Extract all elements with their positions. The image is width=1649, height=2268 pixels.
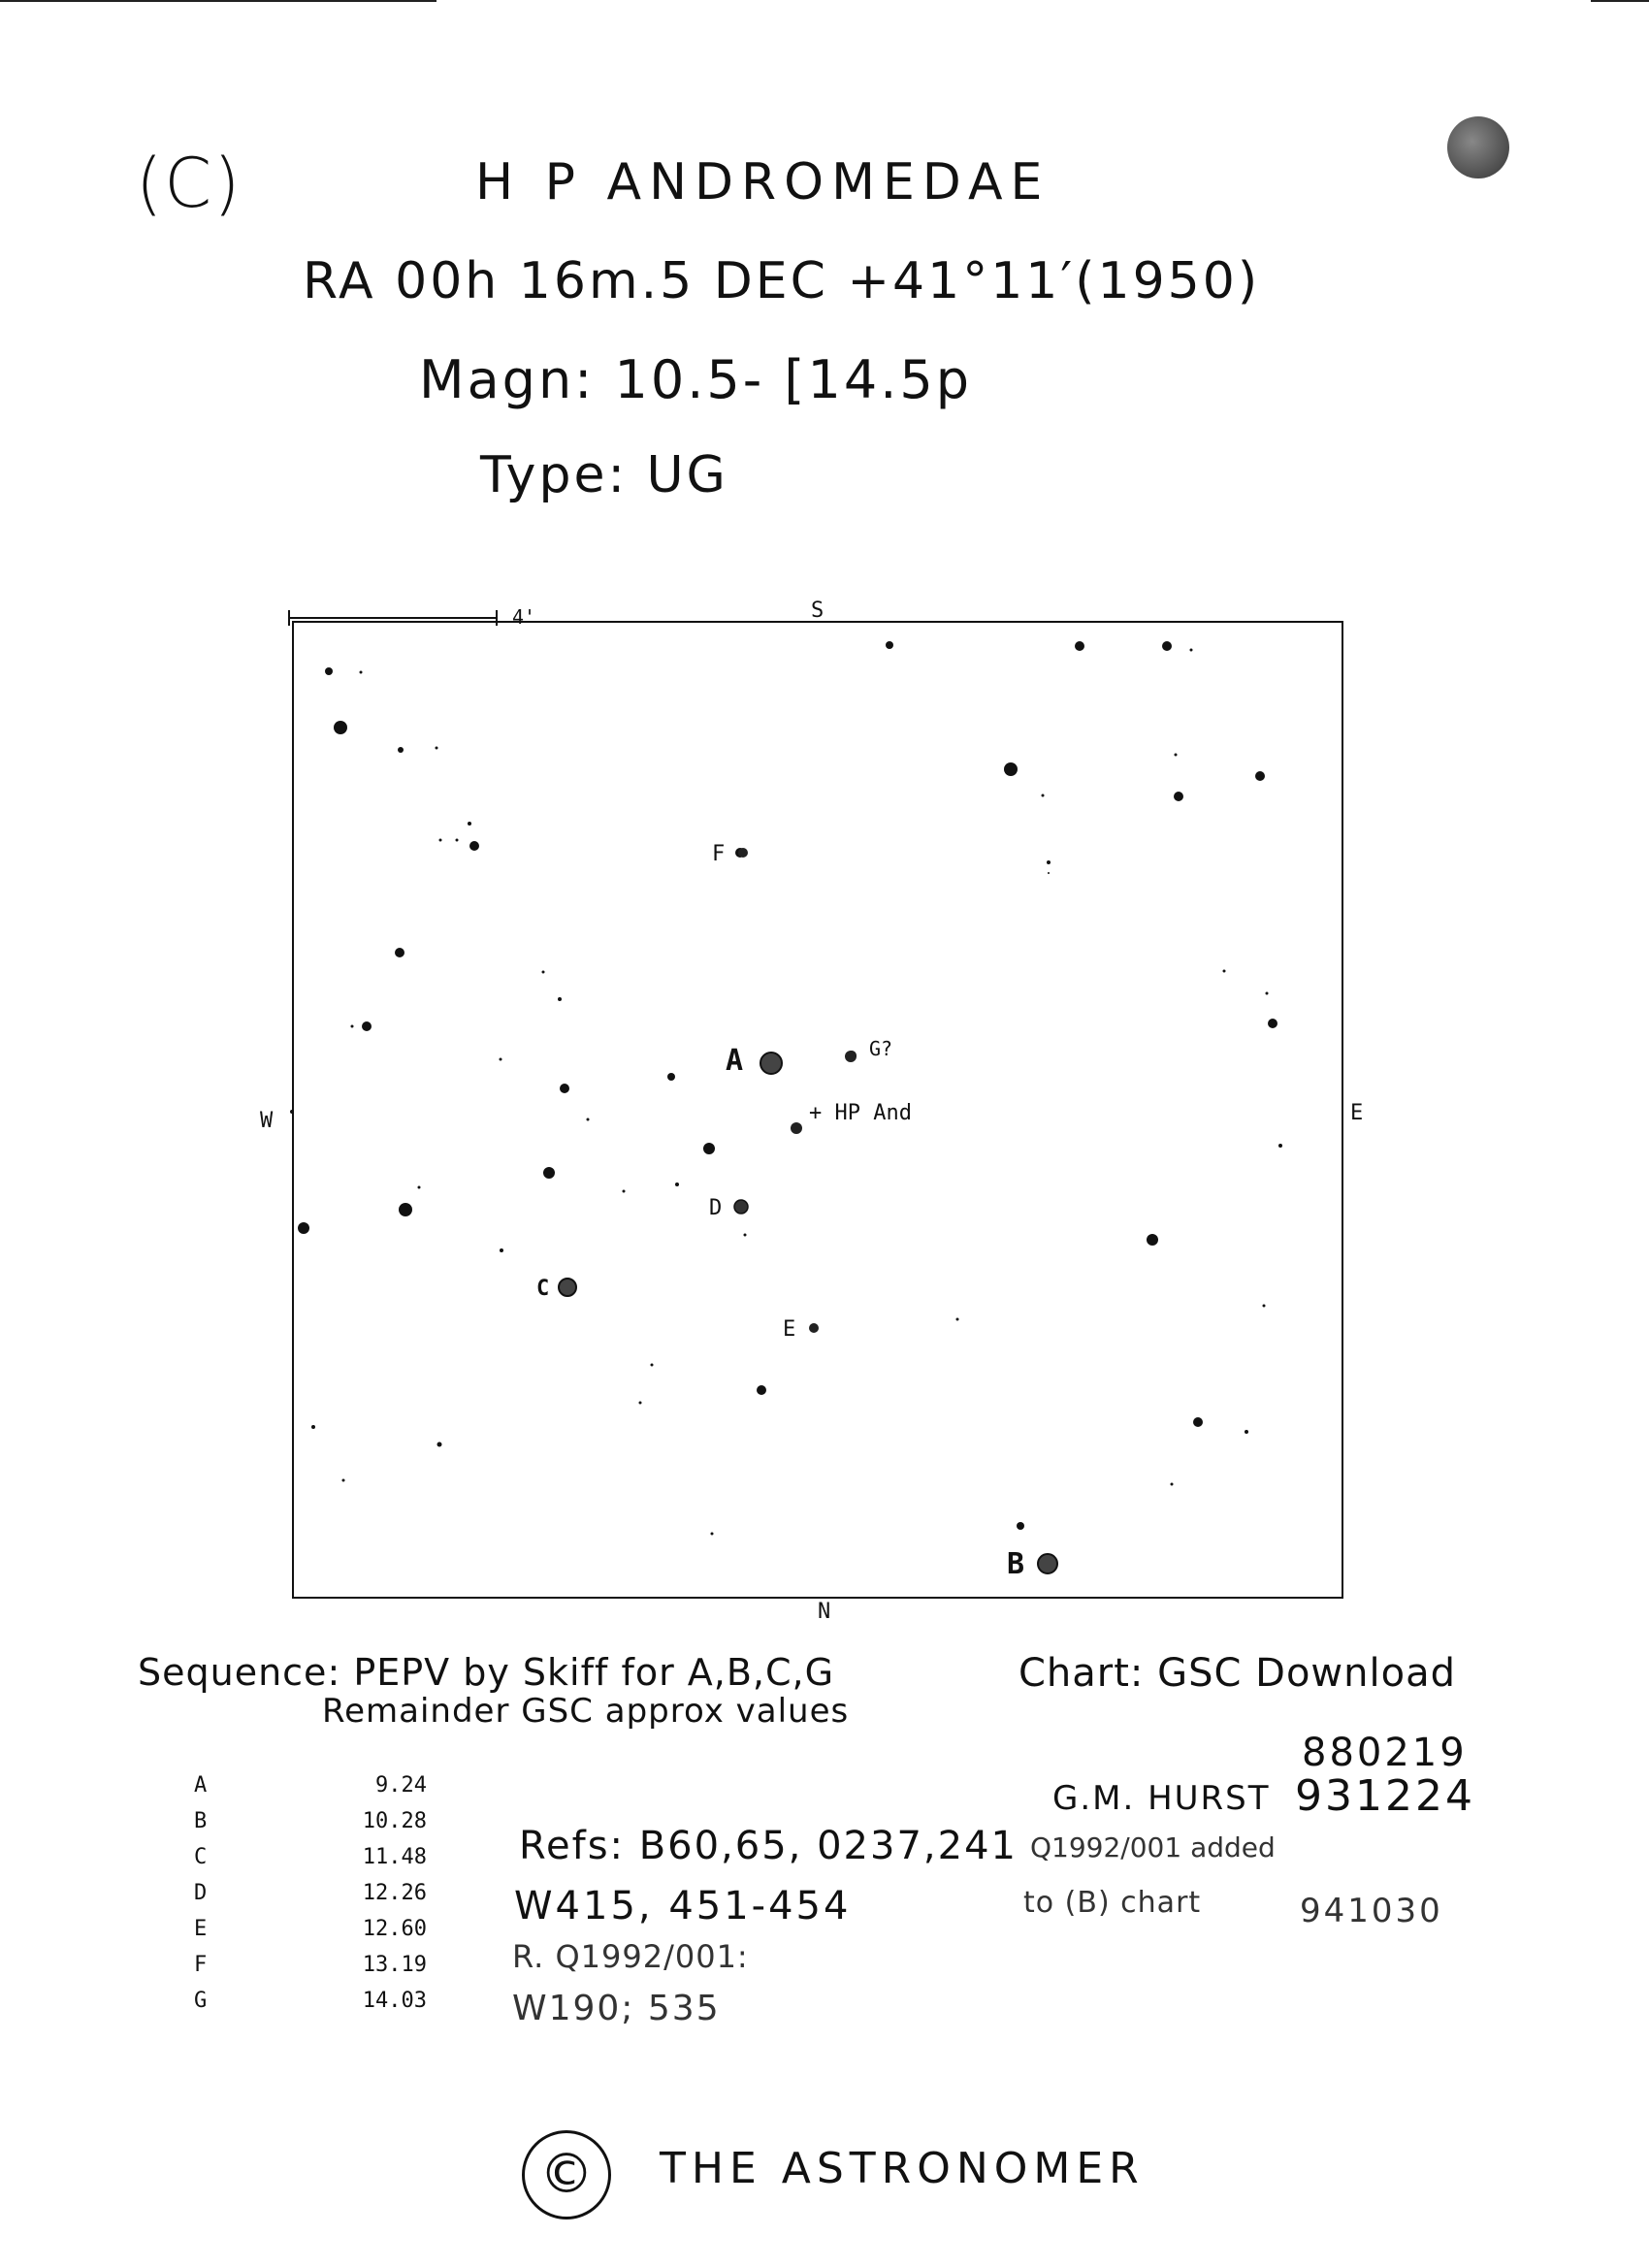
field-star	[558, 997, 562, 1001]
chart-author: G.M. HURST	[1052, 1779, 1271, 1818]
scale-label: 4'	[512, 605, 536, 629]
refs-line4: W190; 535	[512, 1989, 721, 2028]
star-name: H P ANDROMEDAE	[475, 153, 1051, 211]
field-star	[311, 1425, 315, 1429]
field-star	[1174, 792, 1183, 801]
field-star	[437, 1442, 442, 1447]
field-star	[418, 1186, 421, 1189]
field-star	[290, 1110, 294, 1114]
added-note-line2: to (B) chart	[1023, 1886, 1202, 1920]
comparison-star-a	[760, 1053, 782, 1074]
comparison-label-b: B	[1007, 1547, 1025, 1581]
field-star	[1004, 762, 1018, 776]
field-star	[1147, 1234, 1158, 1246]
chart-date-2: 931224	[1295, 1771, 1475, 1821]
sequence-magnitude: 13.19	[362, 1953, 427, 1977]
comparison-label-e: E	[783, 1317, 796, 1342]
sequence-star: F	[194, 1953, 208, 1977]
field-star	[298, 1222, 309, 1234]
field-star	[1255, 771, 1265, 781]
field-star	[1171, 1483, 1174, 1486]
compass-south: S	[811, 599, 824, 623]
sequence-star: B	[194, 1809, 208, 1833]
chart-designation: (C)	[136, 144, 242, 223]
chart-source: Chart: GSC Download	[1018, 1651, 1456, 1696]
field-star	[886, 641, 893, 649]
field-star	[500, 1248, 503, 1252]
field-star	[1268, 1019, 1277, 1028]
field-star	[1223, 970, 1226, 973]
coordinates: RA 00h 16m.5 DEC +41°11′(1950)	[303, 252, 1261, 310]
field-star	[956, 1318, 959, 1321]
added-note-line1: Q1992/001 added	[1030, 1831, 1276, 1863]
field-star	[711, 1533, 714, 1536]
variable-type: Type: UG	[480, 446, 728, 504]
field-star	[560, 1084, 569, 1093]
footer-publisher: THE ASTRONOMER	[660, 2144, 1145, 2193]
compass-east: E	[1350, 1101, 1364, 1125]
field-star	[1042, 794, 1045, 797]
refs-line2: W415, 451-454	[514, 1884, 852, 1928]
sequence-source-line2: Remainder GSC approx values	[322, 1692, 850, 1731]
sequence-magnitude: 12.60	[362, 1917, 427, 1941]
field-stars	[290, 641, 1282, 1536]
field-star	[1266, 992, 1269, 995]
field-star	[342, 1479, 345, 1482]
sequence-source-line1: Sequence: PEPV by Skiff for A,B,C,G	[138, 1651, 835, 1694]
sequence-star: A	[194, 1773, 208, 1798]
field-star	[325, 667, 333, 675]
field-star	[500, 1058, 502, 1061]
field-star	[639, 1402, 642, 1405]
field-star	[1190, 649, 1193, 652]
compass-west: W	[260, 1109, 274, 1133]
target-label: + HP And	[809, 1101, 912, 1125]
field-star	[395, 948, 404, 957]
comparison-label-g: G?	[869, 1037, 893, 1060]
comparison-stars	[536, 842, 1057, 1581]
comparison-label-d: D	[709, 1196, 723, 1220]
field-star	[1278, 1144, 1282, 1148]
sequence-star: D	[194, 1881, 208, 1905]
field-star	[667, 1073, 675, 1081]
field-star	[1162, 641, 1172, 651]
refs-line1: Refs: B60,65, 0237,241	[519, 1824, 1018, 1868]
comparison-star-e	[809, 1323, 819, 1333]
field-star	[1075, 641, 1084, 651]
comparison-star-c	[559, 1279, 576, 1296]
sequence-magnitude: 10.28	[362, 1809, 427, 1833]
target-star-hp-and	[791, 1122, 802, 1134]
field-star	[703, 1143, 715, 1154]
field-star	[436, 747, 438, 750]
field-star	[469, 841, 479, 851]
comparison-star-d	[734, 1200, 748, 1214]
field-star	[542, 971, 545, 974]
field-star	[1047, 860, 1051, 864]
field-star	[1263, 1305, 1266, 1308]
compass-north: N	[818, 1600, 831, 1624]
field-star	[623, 1190, 626, 1193]
sequence-magnitude: 12.26	[362, 1881, 427, 1905]
field-star	[362, 1021, 372, 1031]
magnitude-range: Magn: 10.5- [14.5p	[419, 349, 973, 410]
comparison-label-f: F	[712, 842, 726, 866]
field-star	[651, 1364, 654, 1367]
field-star	[1175, 754, 1178, 757]
field-star	[456, 839, 459, 842]
comparison-star-b	[1038, 1554, 1057, 1573]
field-star	[1193, 1417, 1203, 1427]
field-star	[399, 1203, 412, 1216]
field-star	[587, 1118, 590, 1121]
field-star	[351, 1025, 354, 1028]
field-star	[1245, 1430, 1248, 1434]
field-star	[334, 721, 347, 734]
comparison-label-c: C	[536, 1277, 550, 1301]
sequence-magnitude: 9.24	[375, 1773, 427, 1798]
sequence-magnitude: 11.48	[362, 1845, 427, 1869]
comparison-star-f	[738, 848, 748, 858]
field-star	[439, 839, 442, 842]
chart-date-1: 880219	[1302, 1731, 1468, 1775]
field-star	[675, 1183, 679, 1186]
sequence-star: E	[194, 1917, 208, 1941]
sequence-magnitude: 14.03	[362, 1989, 427, 2013]
field-star	[398, 747, 404, 753]
refs-line3: R. Q1992/001:	[512, 1938, 749, 1975]
field-star	[543, 1167, 555, 1179]
copyright-symbol: ©	[522, 2130, 611, 2219]
field-star	[468, 822, 471, 826]
field-star	[1048, 872, 1050, 874]
chart-date-3: 941030	[1300, 1892, 1443, 1930]
field-star	[744, 1234, 747, 1237]
sequence-star: G	[194, 1989, 208, 2013]
field-star	[360, 671, 363, 674]
field-star	[757, 1385, 766, 1395]
comparison-star-g	[845, 1051, 857, 1062]
comparison-label-a: A	[726, 1044, 744, 1078]
sequence-star: C	[194, 1845, 208, 1869]
field-star	[1017, 1522, 1024, 1530]
